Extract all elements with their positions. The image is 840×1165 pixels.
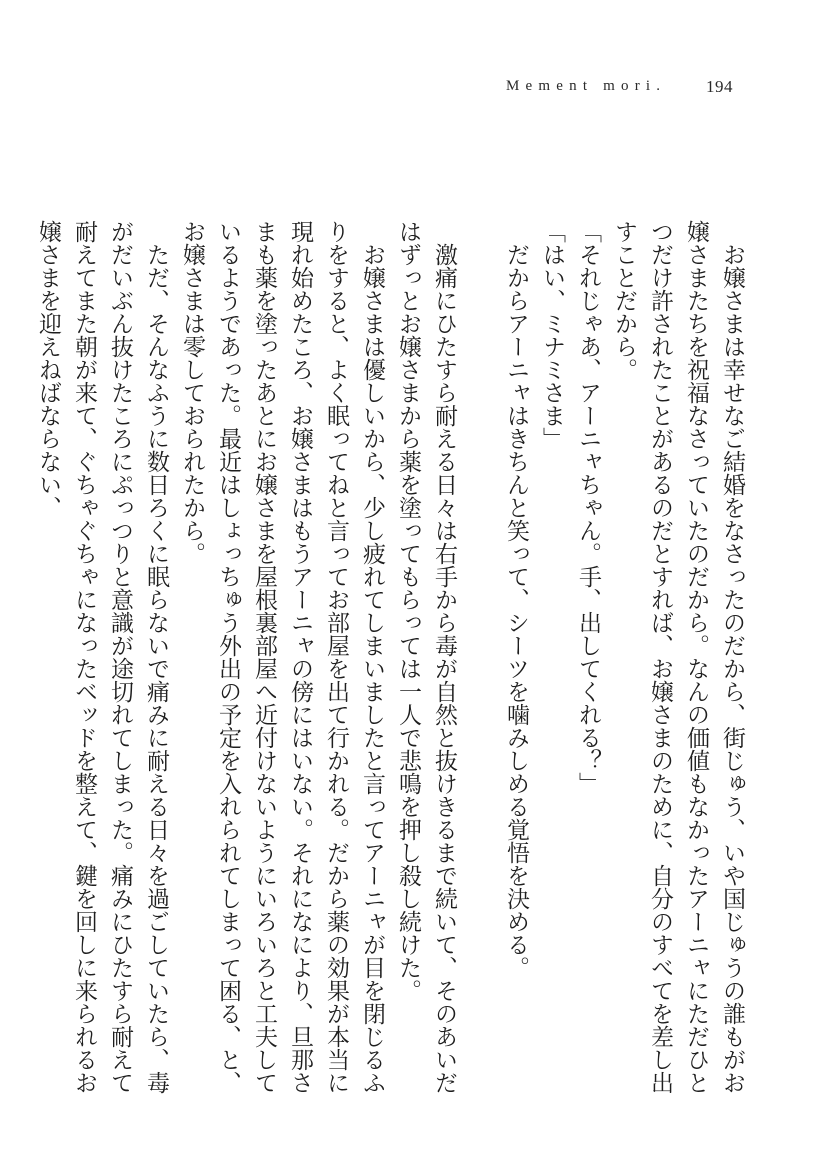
- paragraph-5: 激痛にひたすら耐える日々は右手から毒が自然と抜けきるまで続いて、そのあいだはずっとお嬢さまから薬を塗ってもらっては一人で悲鳴を押し殺し続けた。: [395, 220, 457, 1094]
- page-number: 194: [706, 77, 733, 96]
- running-title: Mement mori.: [506, 78, 667, 94]
- vertical-body-text: [35, 220, 750, 1100]
- paragraph-break: [462, 220, 498, 1100]
- paragraph-3-dialogue: 「はい、ミナミさま」: [539, 220, 565, 450]
- paragraph-7: ただ、そんなふうに数日ろくに眠らないで痛みに耐える日々を過ごしていたら、毒がだいぶん抜けたころにぷっつりと意識が途切れてしまった。痛みにひたすら耐えて耐えてまた朝が来て、ぐちゃぐちゃになったベッドを整えて、鍵を回しに来られるお嬢さまを迎えねばならない、: [35, 220, 169, 1094]
- paragraph-2-dialogue: 「それじゃあ、アーニャちゃん。手、出してくれる？」: [575, 220, 601, 795]
- paragraph-1: お嬢さまは幸せなご結婚をなさったのだから、街じゅう、いや国じゅうの誰もがお嬢さまたちを祝福なさっていたのだから。なんの価値もなかったアーニャにただひとつだけ許されたことがあるのだとすれば、お嬢さまのために、自分のすべてを差し出すことだから。: [611, 220, 745, 1094]
- paragraph-6: お嬢さまは優しいから、少し疲れてしまいましたと言ってアーニャが目を閉じるふりをすると、よく眠ってねと言ってお部屋を出て行かれる。だから薬の効果が本当に現れ始めたころ、お嬢さまはもうアーニャの傍にはいない。それになにより、旦那さまも薬を塗ったあとにお嬢さまを屋根裏部屋へ近付けないようにいろいろと工夫しているようであった。最近はしょっちゅう外出の予定を入れられてしまって困る、と、お嬢さまは零しておられたから。: [179, 220, 385, 1094]
- paragraph-4: だからアーニャはきちんと笑って、シーツを噛みしめる覚悟を決める。: [503, 243, 529, 979]
